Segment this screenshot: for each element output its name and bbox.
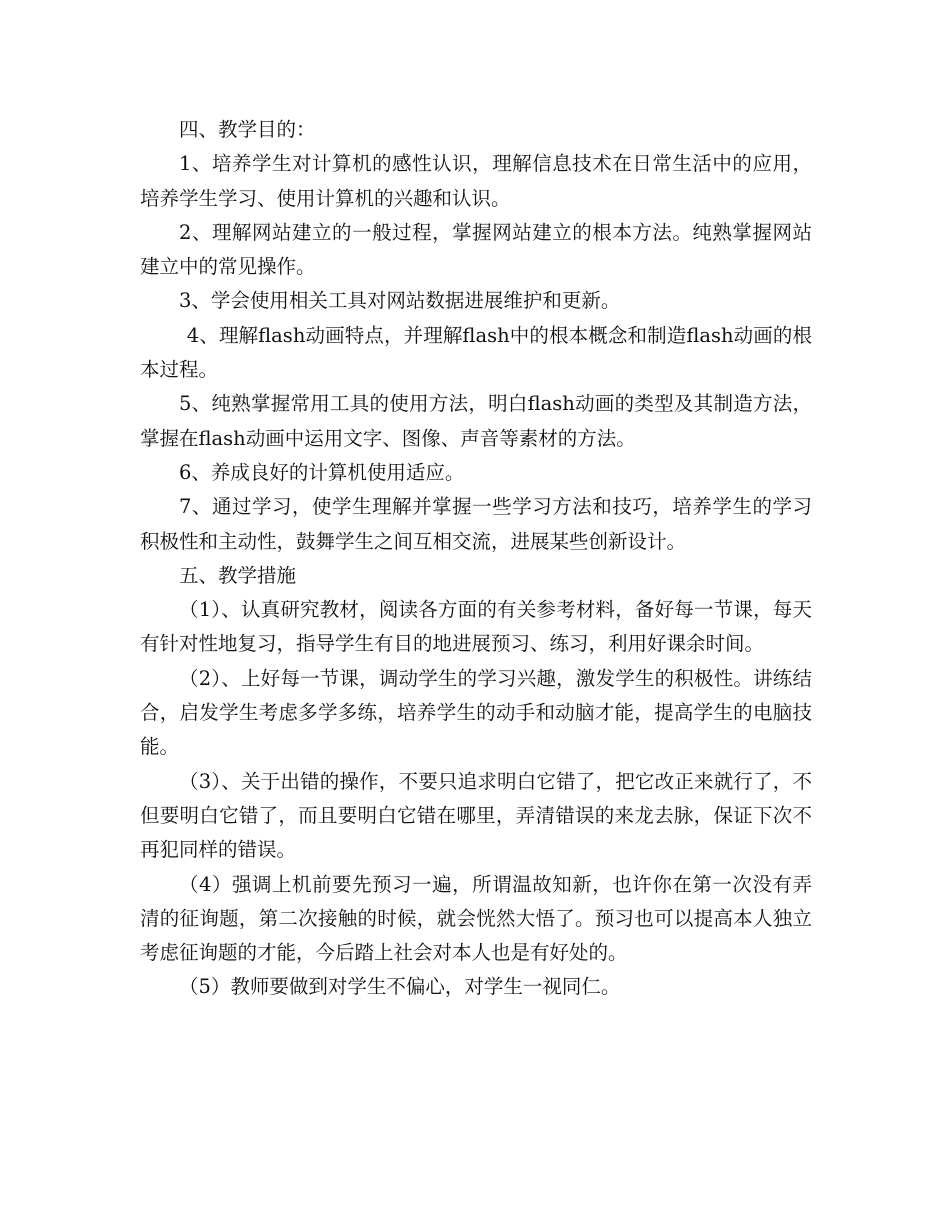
document-page [140,113,812,1005]
goal-item-5: 5、纯熟掌握常用工具的使用方法，明白flash动画的类型及其制造方法，掌握在flash动画中运用文字、图像、声音等素材的方法。 [140,392,812,450]
goal-item-3: 3、学会使用相关工具对网站数据进展维护和更新。 [179,289,621,313]
section-heading-teaching-measures: 五、教学措施 [179,563,297,587]
goal-item-1: 1、培养学生对计算机的感性认识，理解信息技术在日常生活中的应用，培养学生学习、使用计算机的兴趣和认识。 [140,152,812,210]
measure-item-1: （1）、认真研究教材，阅读各方面的有关参考材料，备好每一节课，每天有针对性地复习，指导学生有目的地进展预习、练习，利用好课余时间。 [140,598,812,656]
goal-item-2: 2、理解网站建立的一般过程，掌握网站建立的根本方法。纯熟掌握网站建立中的常见操作。 [140,220,812,279]
measure-item-5: （5）教师要做到对学生不偏心，对学生一视同仁。 [179,975,621,999]
goal-item-4: 4、理解flash动画特点，并理解flash中的根本概念和制造flash动画的根本过程。 [140,323,812,382]
goal-item-6: 6、养成良好的计算机使用适应。 [179,460,465,484]
goal-item-7: 7、通过学习，使学生理解并掌握一些学习方法和技巧，培养学生的学习积极性和主动性，鼓舞学生之间互相交流，进展某些创新设计。 [140,495,812,553]
measure-item-3: （3）、关于出错的操作，不要只追求明白它错了，把它改正来就行了，不但要明白它错了，而且要明白它错在哪里，弄清错误的来龙去脉，保证下次不再犯同样的错误。 [140,769,812,862]
section-heading-teaching-goals: 四、教学目的： [179,118,316,141]
measure-item-2: （2）、上好每一节课，调动学生的学习兴趣，激发学生的积极性。讲练结合，启发学生考虑多学多练，培养学生的动手和动脑才能，提高学生的电脑技能。 [140,666,812,759]
measure-item-4: （4）强调上机前要先预习一遍，所谓温故知新，也许你在第一次没有弄清的征询题，第二次接触的时候，就会恍然大悟了。预习也可以提高本人独立考虑征询题的才能，今后踏上社会对本人也是有好处的。 [140,872,812,965]
